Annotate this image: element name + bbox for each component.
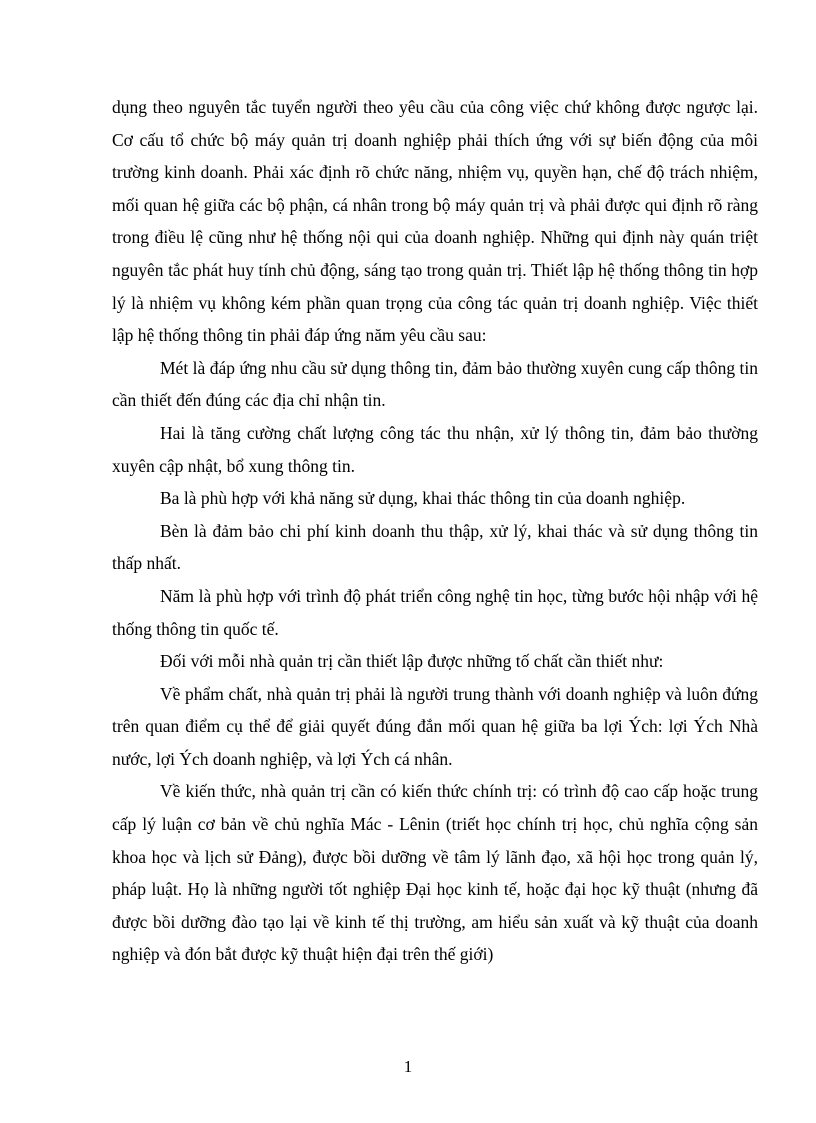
body-text xyxy=(112,91,758,971)
paragraph-knowledge: Về kiến thức, nhà quản trị cần có kiến thức chính trị: có trình độ cao cấp hoặc trung cấp lý luận cơ bản về chủ nghĩa Mác - Lênin (triết học chính trị học, chủ nghĩa cộng sản khoa học và lịch sử Đảng), được bồi dưỡng về tâm lý lãnh đạo, xã hội học trong quản lý, pháp luật. Họ là những người tốt nghiệp Đại học kinh tế, hoặc đại học kỹ thuật (nhưng đã được bồi dưỡng đào tạo lại về kinh tế thị trường, am hiểu sản xuất và kỹ thuật của doanh nghiệp và đón bắt được kỹ thuật hiện đại trên thế giới) xyxy=(112,781,758,965)
paragraph-requirement-3: Ba là phù hợp với khả năng sử dụng, khai thác thông tin của doanh nghiệp. xyxy=(160,488,686,509)
paragraph-requirement-1: Mét là đáp ứng nhu cầu sử dụng thông tin, đảm bảo thường xuyên cung cấp thông tin cần thiết đến đúng các địa chỉ nhận tin. xyxy=(112,357,758,411)
paragraph-requirement-4: Bèn là đảm bảo chi phí kinh doanh thu thập, xử lý, khai thác và sử dụng thông tin thấp nhất. xyxy=(112,520,758,574)
paragraph-manager-qualities-intro: Đối với mỗi nhà quản trị cần thiết lập được những tố chất cần thiết như: xyxy=(160,651,664,672)
paragraph-continuation: dụng theo nguyên tắc tuyển người theo yêu cầu của công việc chứ không được ngược lại. Cơ cấu tổ chức bộ máy quản trị doanh nghiệp phải thích ứng với sự biến động của môi trường kinh doanh. Phải xác định rõ chức năng, nhiệm vụ, quyền hạn, chế độ trách nhiệm, mối quan hệ giữa các bộ phận, cá nhân trong bộ máy quản trị và phải được qui định rõ ràng trong điều lệ cũng như hệ thống nội qui của doanh nghiệp. Những qui định này quán triệt nguyên tắc phát huy tính chủ động, sáng tạo trong quản trị. Thiết lập hệ thống thông tin hợp lý là nhiệm vụ không kém phần quan trọng của công tác quản trị doanh nghiệp. Việc thiết lập hệ thống thông tin phải đáp ứng năm yêu cầu sau: xyxy=(112,97,758,346)
paragraph-requirement-2: Hai là tăng cường chất lượng công tác thu nhận, xử lý thông tin, đảm bảo thường xuyên cập nhật, bổ xung thông tin. xyxy=(112,422,758,476)
paragraph-requirement-5: Năm là phù hợp với trình độ phát triển công nghệ tin học, từng bước hội nhập với hệ thống thông tin quốc tế. xyxy=(112,585,758,639)
page-number: 1 xyxy=(403,1057,413,1076)
paragraph-ethics: Về phẩm chất, nhà quản trị phải là người trung thành với doanh nghiệp và luôn đứng trên quan điểm cụ thể để giải quyết đúng đắn mối quan hệ giữa ba lợi Ých: lợi Ých Nhà nước, lợi Ých doanh nghiệp, và lợi Ých cá nhân. xyxy=(112,683,758,769)
